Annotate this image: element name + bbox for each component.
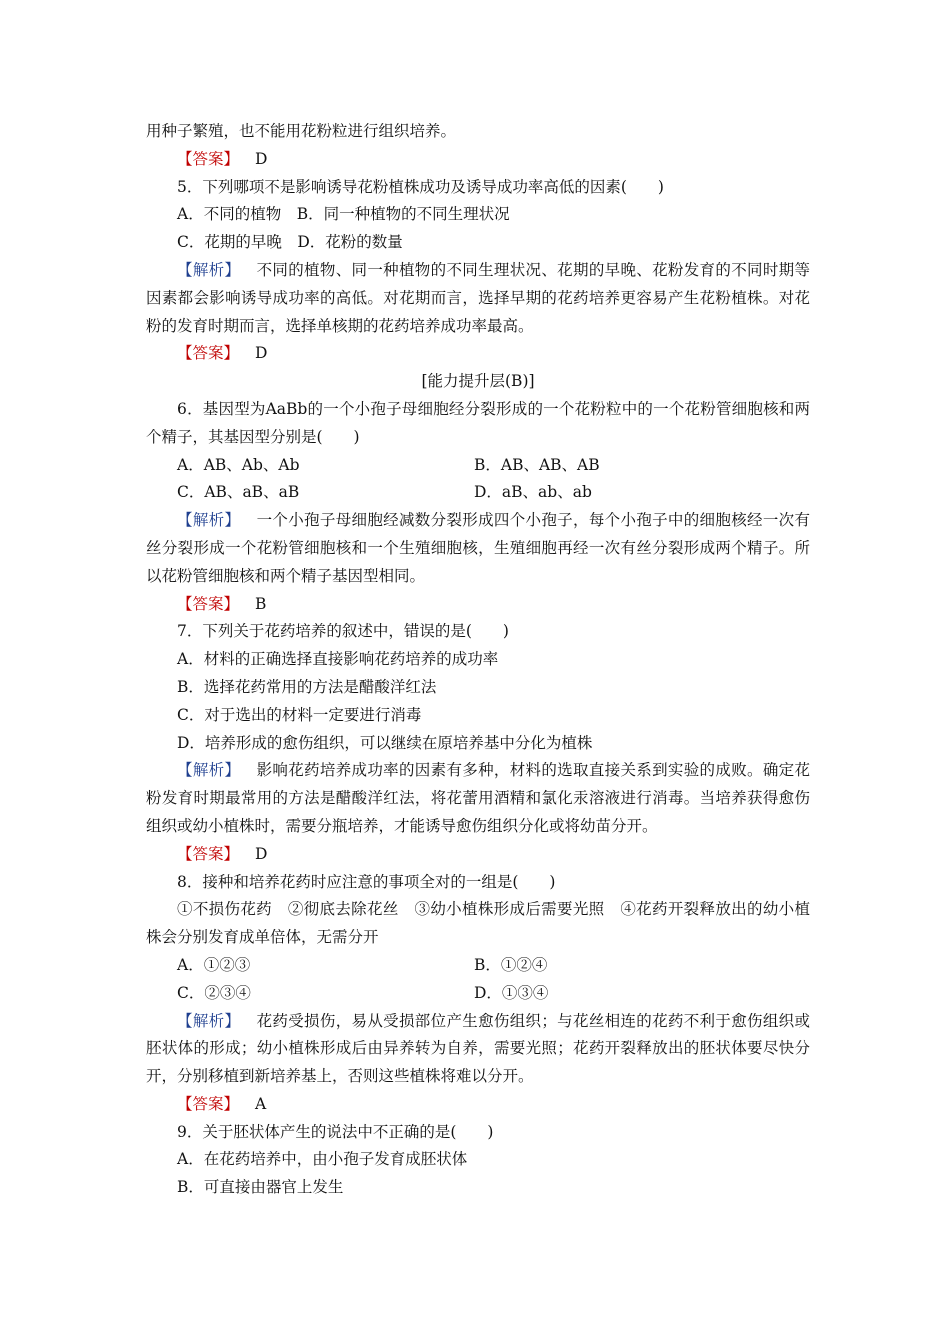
explanation-text: 影响花药培养成功率的因素有多种，材料的选取直接关系到实验的成败。确定花粉发育时期最常用的方法是醋酸洋红法，将花蕾用酒精和氯化汞溶液进行消毒。当培养获得愈伤组织或幼小植株时，需要分瓶培养，才能诱导愈伤组织分化或将幼苗分开。 bbox=[146, 761, 810, 835]
question-8: 8．接种和培养花药时应注意的事项全对的一组是( ) bbox=[177, 872, 556, 891]
option-c: C．AB、aB、aB bbox=[177, 483, 300, 502]
document-body bbox=[146, 118, 810, 1202]
option-b: B．选择花药常用的方法是醋酸洋红法 bbox=[177, 677, 437, 696]
paragraph-continuation: 用种子繁殖，也不能用花粉粒进行组织培养。 bbox=[146, 122, 457, 140]
explanation-tag: 【解析】 bbox=[177, 511, 241, 530]
answer-tag: 【答案】 bbox=[177, 1094, 240, 1113]
option-b: B．①②④ bbox=[474, 955, 548, 974]
explanation-8 bbox=[146, 1008, 810, 1091]
explanation-6 bbox=[146, 507, 810, 590]
question-5-options-cd: C．花期的早晚 D．花粉的数量 bbox=[177, 233, 403, 252]
option-c: C．对于选出的材料一定要进行消毒 bbox=[177, 705, 422, 724]
question-8-options-row-2 bbox=[146, 980, 810, 1008]
explanation-text: 一个小孢子母细胞经减数分裂形成四个小孢子，每个小孢子中的细胞核经一次有丝分裂形成一个花粉管细胞核和一个生殖细胞核，生殖细胞再经一次有丝分裂形成两个精子。所以花粉管细胞核和两个精子基因型相同。 bbox=[146, 511, 810, 585]
option-d: D．aB、ab、ab bbox=[474, 483, 592, 502]
answer-value: D bbox=[255, 149, 268, 168]
option-a: A．AB、Ab、Ab bbox=[177, 455, 300, 474]
answer-tag: 【答案】 bbox=[177, 844, 240, 863]
answer-value: D bbox=[255, 844, 268, 863]
question-5-options-ab: A．不同的植物 B．同一种植物的不同生理状况 bbox=[177, 205, 510, 224]
question-6-options-row-1 bbox=[146, 452, 810, 480]
option-b: B．AB、AB、AB bbox=[474, 455, 600, 474]
question-8-options-row-1 bbox=[146, 952, 810, 980]
question-7: 7．下列关于花药培养的叙述中，错误的是( ) bbox=[177, 622, 509, 641]
option-a: A．在花药培养中，由小孢子发育成胚状体 bbox=[177, 1150, 468, 1169]
question-6: 6．基因型为AaBb的一个小孢子母细胞经分裂形成的一个花粉粒中的一个花粉管细胞核和两个精子，其基因型分别是( ) bbox=[146, 399, 810, 446]
answer-tag: 【答案】 bbox=[177, 149, 240, 168]
answer-tag: 【答案】 bbox=[177, 344, 240, 363]
answer-line bbox=[146, 591, 810, 619]
answer-value: B bbox=[255, 594, 267, 613]
answer-value: A bbox=[255, 1094, 267, 1113]
explanation-tag: 【解析】 bbox=[177, 260, 241, 279]
question-8-items: ①不损伤花药 ②彻底去除花丝 ③幼小植株形成后需要光照 ④花药开裂释放出的幼小植株会分别发育成单倍体，无需分开 bbox=[146, 900, 810, 947]
answer-line bbox=[146, 1091, 810, 1119]
explanation-tag: 【解析】 bbox=[177, 1011, 241, 1030]
answer-line bbox=[146, 340, 810, 368]
option-a: A．①②③ bbox=[177, 955, 251, 974]
explanation-tag: 【解析】 bbox=[177, 761, 241, 780]
answer-line bbox=[146, 841, 810, 869]
question-5: 5．下列哪项不是影响诱导花粉植株成功及诱导成功率高低的因素( ) bbox=[177, 177, 664, 196]
explanation-text: 不同的植物、同一种植物的不同生理状况、花期的早晚、花粉发育的不同时期等因素都会影响诱导成功率的高低。对花期而言，选择早期的花药培养更容易产生花粉植株。对花粉的发育时期而言，选择单核期的花药培养成功率最高。 bbox=[146, 260, 810, 335]
option-b: B．可直接由器官上发生 bbox=[177, 1178, 344, 1197]
explanation-5 bbox=[146, 257, 810, 340]
explanation-text: 花药受损伤，易从受损部位产生愈伤组织；与花丝相连的花药不利于愈伤组织或胚状体的形成；幼小植株形成后由异养转为自养，需要光照；花药开裂释放出的胚状体要尽快分开，分别移植到新培养基上，否则这些植株将难以分开。 bbox=[146, 1011, 810, 1086]
option-c: C．②③④ bbox=[177, 983, 251, 1002]
answer-line bbox=[146, 146, 810, 174]
question-9: 9．关于胚状体产生的说法中不正确的是( ) bbox=[177, 1122, 494, 1141]
option-d: D．培养形成的愈伤组织，可以继续在原培养基中分化为植株 bbox=[177, 733, 593, 752]
section-heading: [能力提升层(B)] bbox=[421, 372, 535, 391]
option-d: D．①③④ bbox=[474, 983, 549, 1002]
question-6-options-row-2 bbox=[146, 479, 810, 507]
answer-tag: 【答案】 bbox=[177, 594, 240, 613]
answer-value: D bbox=[255, 344, 268, 363]
explanation-7 bbox=[146, 757, 810, 840]
option-a: A．材料的正确选择直接影响花药培养的成功率 bbox=[177, 650, 499, 669]
